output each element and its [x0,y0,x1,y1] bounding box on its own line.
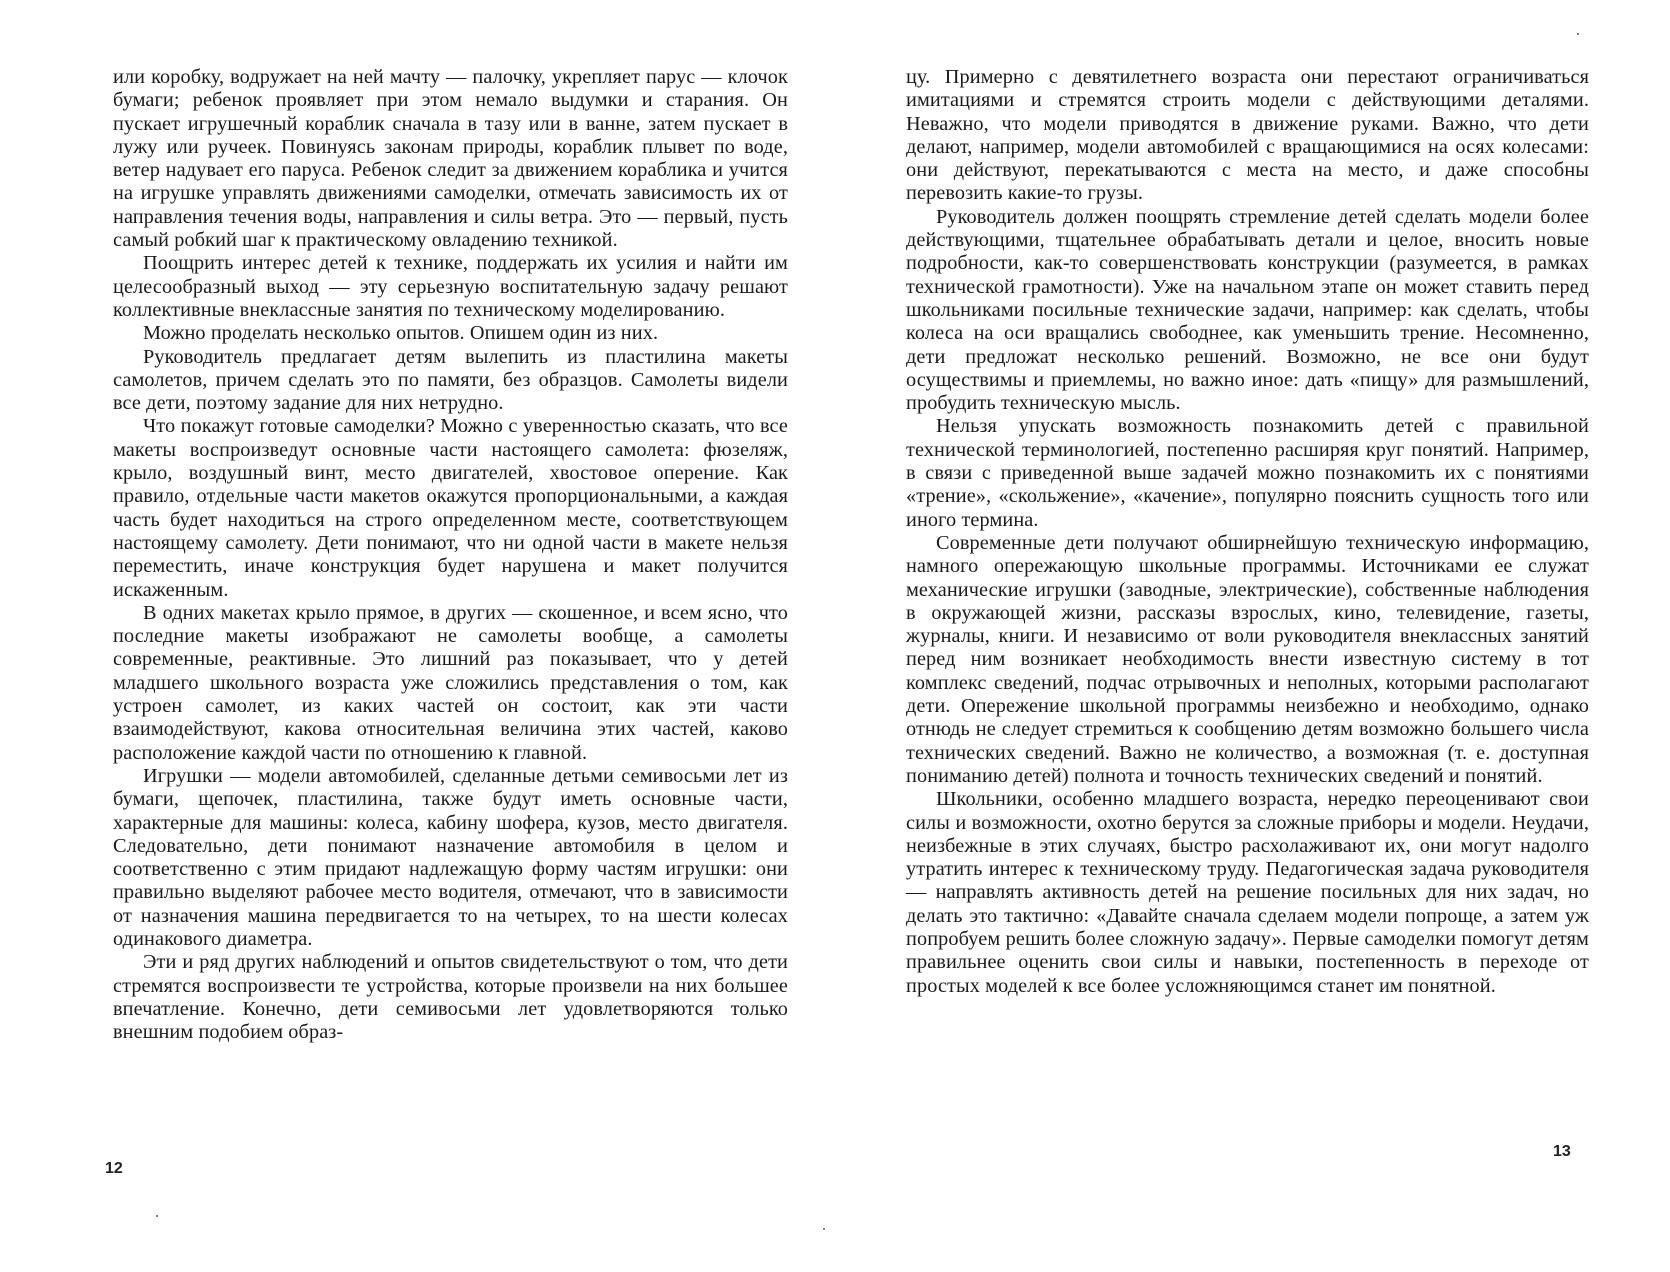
scan-speck [156,1215,158,1217]
right-paragraph-4: Современные дети получают обширнейшую техническую информацию, намного опережающую школьные программы. Источниками ее служат механические игрушки (заводные, электрические), собственные наблюдения в окружающей жизни, рассказы взрослых, кино, телевидение, газеты, журналы, книги. И независимо от воли руководителя внеклассных занятий перед ним возникает необходимость внести известную систему в тот комплекс сведений, подчас отрывочных и неполных, которыми располагают дети. Опережение школьной программы неизбежно и необходимо, однако отнюдь не следует стремиться к сообщению детям возможно большего числа технических сведений. Важно не количество, а возможная (т. е. доступная пониманию детей) полнота и точность технических сведений и понятий. [906,531,1589,787]
right-paragraph-3: Нельзя упускать возможность познакомить детей с правильной технической терминологией, постепенно расширяя круг понятий. Например, в связи с приведенной выше задачей можно познакомить их с понятиями «трение», «скольжение», «качение», популярно пояснить сущность того или иного термина. [906,415,1589,531]
left-page-number: 12 [105,1160,123,1177]
left-paragraph-3: Можно проделать несколько опытов. Опишем один из них. [143,322,659,345]
scan-speck [823,1228,825,1230]
scan-speck [1577,33,1579,35]
left-paragraph-1: или коробку, водружает на ней мачту — палочку, укрепляет парус — клочок бумаги; ребенок проявляет при этом немало выдумки и старания. Он пускает игрушечный кораблик сначала в тазу или в ванне, затем пускает в лужу или ручеек. Повинуясь законам природы, кораблик плывет по воде, ветер надувает его паруса. Ребенок следит за движением кораблика и учится на игрушке управлять движениями самоделки, отмечать зависимость их от направления течения воды, направления и силы ветра. Это — первый, пусть самый робкий шаг к практическому овладению техникой. [113,66,788,252]
right-paragraph-2: Руководитель должен поощрять стремление детей сделать модели более действующими, тщательнее обрабатывать детали и целое, вносить новые подробности, как-то совершенствовать конструкции (разумеется, в рамках технической грамотности). Уже на начальном этапе он может ставить перед школьниками посильные технические задачи, например: как сделать, чтобы колеса на оси вращались свободнее, как уменьшить трение. Несомненно, дети предложат несколько решений. Возможно, не все они будут осуществимы и приемлемы, но важно иное: дать «пищу» для размышлений, пробудить техническую мысль. [906,205,1589,415]
left-paragraph-5: Что покажут готовые самоделки? Можно с уверенностью сказать, что все макеты воспроизведут основные части настоящего самолета: фюзеляж, крыло, воздушный винт, место двигателей, хвостовое оперение. Как правило, отдельные части макетов окажутся пропорциональными, а каждая часть будет находиться на строго определенном месте, соответствующем настоящему самолету. Дети понимают, что ни одной части в макете нельзя переместить, иначе конструкция будет нарушена и макет получится искаженным. [113,415,788,601]
left-page [113,66,788,1044]
right-page-number: 13 [1553,1143,1571,1160]
left-paragraph-7: Игрушки — модели автомобилей, сделанные детьми семивосьми лет из бумаги, щепочек, пластилина, также будут иметь основные части, характерные для машины: колеса, кабину шофера, кузов, место двигателя. Следовательно, дети понимают назначение автомобиля в целом и соответственно с этим придают надлежащую форму частям игрушки: они правильно выделяют рабочее место водителя, отмечают, что в зависимости от назначения машина передвигается то на четырех, то на шести колесах одинакового диаметра. [113,764,788,950]
left-paragraph-6: В одних макетах крыло прямое, в других — скошенное, и всем ясно, что последние макеты изображают не самолеты вообще, а самолеты современные, реактивные. Это лишний раз показывает, что у детей младшего школьного возраста уже сложились представления о том, как устроен самолет, из каких частей он состоит, как эти части взаимодействуют, какова относительная величина этих частей, каково расположение каждой части по отношению к главной. [113,601,788,764]
left-paragraph-8: Эти и ряд других наблюдений и опытов свидетельствуют о том, что дети стремятся воспроизвести те устройства, которые произвели на них большее впечатление. Конечно, дети семивосьми лет удовлетворяются только внешним подобием образ- [113,951,788,1044]
left-paragraph-2: Поощрить интерес детей к технике, поддержать их усилия и найти им целесообразный выход — эту серьезную воспитательную задачу решают коллективные внеклассные занятия по техническому моделированию. [113,252,788,321]
left-paragraph-4: Руководитель предлагает детям вылепить из пластилина макеты самолетов, причем сделать это по памяти, без образцов. Самолеты видели все дети, поэтому задание для них нетрудно. [113,345,788,415]
right-paragraph-5: Школьники, особенно младшего возраста, нередко переоценивают свои силы и возможности, охотно берутся за сложные приборы и модели. Неудачи, неизбежные в этих случаях, быстро расхолаживают их, они могут надолго утратить интерес к техническому труду. Педагогическая задача руководителя — направлять активность детей на решение посильных для них задач, но делать это тактично: «Давайте сначала сделаем модели попроще, а затем уж попробуем решить более сложную задачу». Первые самоделки помогут детям правильнее оценить свои силы и навыки, постепенность в переходе от простых моделей к все более усложняющимся станет им понятной. [906,788,1589,997]
right-page [906,66,1589,998]
right-paragraph-1: цу. Примерно с девятилетнего возраста они перестают ограничиваться имитациями и стремятся строить модели с действующими деталями. Неважно, что модели приводятся в движение руками. Важно, что дети делают, например, модели автомобилей с вращающимися на осях колесами: они действуют, перекатываются с места на место, и даже способны перевозить какие-то грузы. [906,66,1589,205]
